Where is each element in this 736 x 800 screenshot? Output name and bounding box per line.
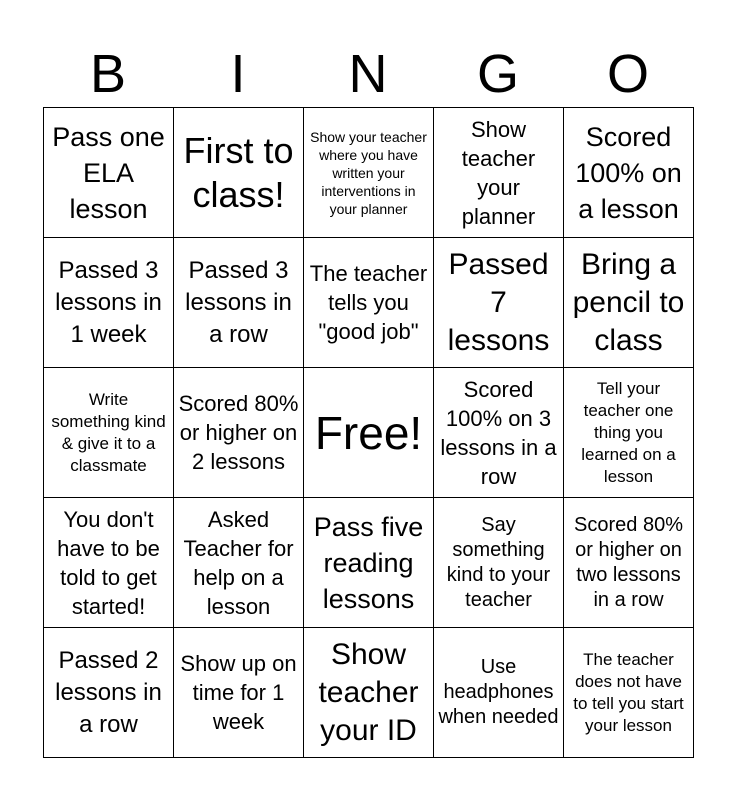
- cell-text: Passed 7 lessons: [447, 247, 550, 357]
- cell-text: Say something kind to your teacher: [446, 513, 551, 611]
- cell-text: First to class!: [183, 129, 294, 215]
- cell-text: Show teacher your planner: [461, 116, 536, 229]
- bingo-header: [43, 40, 693, 108]
- free-space-cell[interactable]: [304, 368, 434, 498]
- bingo-cell[interactable]: [564, 238, 694, 368]
- cell-text: Pass one ELA lesson: [52, 121, 165, 224]
- board-row-1: [44, 108, 694, 238]
- cell-text: Tell your teacher one thing you learned on a lesson: [581, 378, 676, 486]
- bingo-cell[interactable]: [174, 238, 304, 368]
- board-row-4: [44, 498, 694, 628]
- bingo-cell[interactable]: [434, 368, 564, 498]
- cell-text: Passed 2 lessons in a row: [55, 646, 162, 738]
- bingo-cell[interactable]: [564, 498, 694, 628]
- bingo-cell[interactable]: [304, 238, 434, 368]
- bingo-cell[interactable]: [44, 368, 174, 498]
- cell-text: Show teacher your ID: [318, 637, 419, 747]
- bingo-cell[interactable]: [44, 498, 174, 628]
- bingo-cell[interactable]: [564, 628, 694, 758]
- header-letter-n: N: [348, 44, 388, 104]
- bingo-cell[interactable]: [304, 108, 434, 238]
- bingo-cell[interactable]: [174, 498, 304, 628]
- bingo-cell[interactable]: [44, 628, 174, 758]
- bingo-board: [43, 107, 694, 758]
- cell-text: Show up on time for 1 week: [180, 651, 297, 734]
- header-letter-i: I: [230, 44, 246, 104]
- bingo-cell[interactable]: [434, 498, 564, 628]
- cell-text: Use headphones when needed: [438, 656, 559, 728]
- cell-text: Bring a pencil to class: [572, 247, 685, 357]
- cell-text: Show your teacher where you have written your interventions in your planner: [310, 128, 427, 217]
- bingo-cell[interactable]: [44, 238, 174, 368]
- board-row-2: [44, 238, 694, 368]
- header-letter-g: G: [476, 44, 519, 104]
- cell-text: Write something kind & give it to a classmate: [51, 389, 166, 475]
- bingo-cell[interactable]: [174, 628, 304, 758]
- header-letter-b: B: [89, 44, 127, 104]
- bingo-cell[interactable]: [434, 238, 564, 368]
- bingo-cell[interactable]: [434, 108, 564, 238]
- free-space-text: Free!: [314, 406, 423, 459]
- cell-text: You don't have to be told to get started!: [57, 506, 160, 619]
- header-letter-o: O: [606, 44, 649, 104]
- board-row-3: [44, 368, 694, 498]
- bingo-cell[interactable]: [434, 628, 564, 758]
- bingo-cell[interactable]: [564, 368, 694, 498]
- cell-text: Scored 80% or higher on two lessons in a row: [574, 513, 683, 611]
- cell-text: Pass five reading lessons: [313, 511, 424, 614]
- cell-text: Scored 100% on 3 lessons in a row: [440, 376, 557, 489]
- cell-text: Scored 100% on a lesson: [575, 121, 682, 224]
- board-row-5: [44, 628, 694, 758]
- bingo-cell[interactable]: [174, 108, 304, 238]
- bingo-cell[interactable]: [174, 368, 304, 498]
- cell-text: Scored 80% or higher on 2 lessons: [178, 391, 299, 474]
- cell-text: Asked Teacher for help on a lesson: [183, 506, 294, 619]
- bingo-cell[interactable]: [304, 498, 434, 628]
- cell-text: Passed 3 lessons in a row: [185, 256, 292, 348]
- cell-text: Passed 3 lessons in 1 week: [55, 256, 162, 348]
- cell-text: The teacher does not have to tell you start your lesson: [573, 649, 684, 735]
- bingo-cell[interactable]: [564, 108, 694, 238]
- bingo-cell[interactable]: [304, 628, 434, 758]
- cell-text: The teacher tells you "good job": [309, 261, 428, 344]
- bingo-cell[interactable]: [44, 108, 174, 238]
